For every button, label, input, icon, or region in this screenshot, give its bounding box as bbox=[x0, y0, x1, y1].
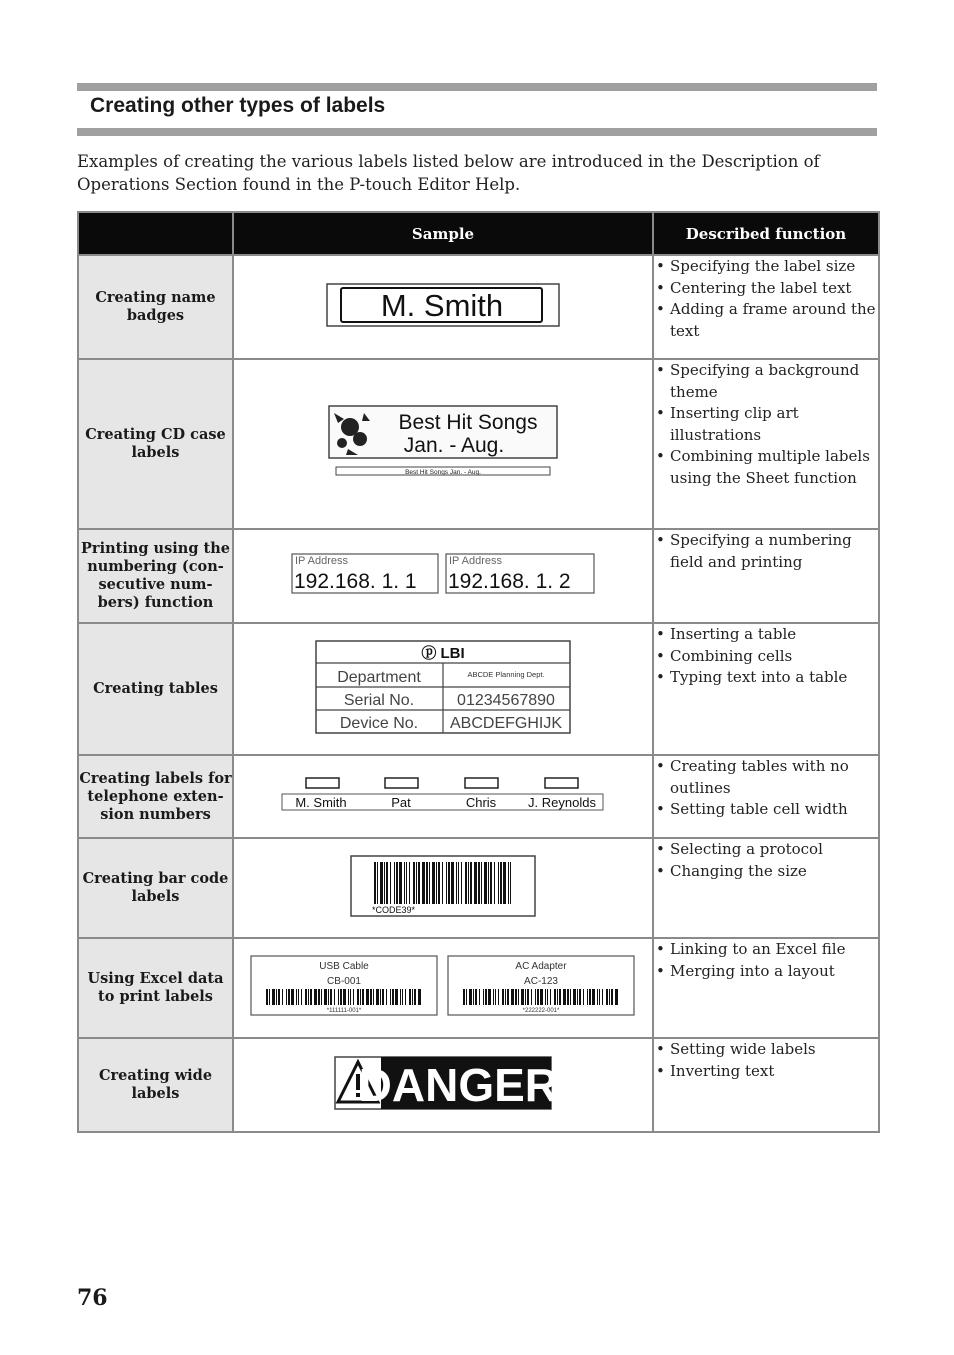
table-row bbox=[78, 1038, 879, 1132]
barcode-bar bbox=[563, 989, 566, 1005]
barcode-bar bbox=[483, 989, 484, 1005]
table-row bbox=[78, 755, 879, 838]
barcode-bar bbox=[357, 989, 359, 1005]
barcode-bar bbox=[395, 989, 398, 1005]
numbering-image bbox=[291, 553, 595, 595]
barcode-bar bbox=[531, 989, 532, 1005]
function-item: • Changing the size bbox=[654, 861, 878, 883]
barcode-bar bbox=[579, 989, 581, 1005]
barcode-bar bbox=[310, 989, 312, 1005]
barcode-bar bbox=[353, 989, 354, 1005]
barcode-bar bbox=[485, 989, 487, 1005]
barcode-bar bbox=[518, 989, 519, 1005]
barcode-bar bbox=[478, 862, 480, 904]
barcode-bar bbox=[498, 862, 499, 904]
function-item: • Typing text into a table bbox=[654, 667, 878, 689]
barcode-bar bbox=[507, 989, 509, 1005]
barcode-bars bbox=[374, 862, 511, 904]
table-cell: Serial No. bbox=[343, 691, 415, 709]
excel-item-name: USB Cable bbox=[319, 960, 369, 972]
sample-name-badge bbox=[233, 255, 653, 359]
function-item: • Setting table cell width bbox=[654, 799, 878, 821]
table-row bbox=[78, 938, 879, 1038]
barcode-bar bbox=[583, 989, 584, 1005]
barcode-bar bbox=[413, 862, 415, 904]
barcode-caption: *CODE39* bbox=[372, 904, 416, 915]
sample-numbering bbox=[233, 529, 653, 623]
sample-wide bbox=[233, 1038, 653, 1132]
function-item: • Combining cells bbox=[654, 646, 878, 668]
barcode-bar bbox=[409, 862, 410, 904]
functions-cell bbox=[653, 255, 879, 359]
barcode-bar bbox=[537, 989, 539, 1005]
title-bar-bottom bbox=[77, 128, 877, 136]
barcode-bar bbox=[340, 989, 342, 1005]
excel-barcode-bars bbox=[266, 989, 421, 1005]
barcode-bar bbox=[330, 989, 332, 1005]
barcode-image bbox=[350, 855, 536, 917]
barcode-bar bbox=[545, 989, 546, 1005]
barcode-bar bbox=[451, 862, 454, 904]
excel-item-code: CB-001 bbox=[327, 975, 361, 987]
barcode-bar bbox=[405, 989, 406, 1005]
barcode-bar bbox=[479, 989, 480, 1005]
name-badge-image bbox=[326, 283, 560, 327]
barcode-bar bbox=[390, 989, 391, 1005]
excel-item-code: AC-123 bbox=[524, 975, 558, 987]
barcode-bar bbox=[498, 989, 499, 1005]
excel-barcode-text: *111111-001* bbox=[326, 1007, 362, 1014]
function-item: • Centering the label text bbox=[654, 278, 878, 300]
cd-title-text: Best Hit Songs bbox=[398, 410, 538, 434]
row-label: Creating CD case labels bbox=[78, 359, 233, 529]
barcode-bar bbox=[418, 862, 420, 904]
barcode-bar bbox=[386, 862, 388, 904]
barcode-bar bbox=[461, 862, 462, 904]
barcode-bar bbox=[587, 989, 588, 1005]
barcode-bar bbox=[399, 862, 402, 904]
barcode-bar bbox=[475, 989, 477, 1005]
sample-table bbox=[233, 623, 653, 755]
excel-barcode-bars bbox=[463, 989, 618, 1005]
barcode-bar bbox=[374, 862, 376, 904]
barcode-bar bbox=[308, 989, 309, 1005]
functions-cell bbox=[653, 623, 879, 755]
barcode-bar bbox=[592, 989, 595, 1005]
sample-cd-case bbox=[233, 359, 653, 529]
functions-cell bbox=[653, 529, 879, 623]
barcode-bar bbox=[511, 989, 514, 1005]
barcode-bar bbox=[266, 989, 268, 1005]
function-item: • Inserting clip art illustrations bbox=[654, 403, 878, 446]
barcode-bar bbox=[412, 989, 413, 1005]
barcode-bar bbox=[481, 862, 482, 904]
cd-date-text: Jan. - Aug. bbox=[403, 433, 505, 457]
barcode-bar bbox=[615, 989, 618, 1005]
cd-case-image bbox=[328, 405, 558, 479]
barcode-bar bbox=[350, 989, 351, 1005]
barcode-bar bbox=[298, 989, 299, 1005]
function-item: • Selecting a protocol bbox=[654, 839, 878, 861]
function-item: • Inserting a table bbox=[654, 624, 878, 646]
barcode-bar bbox=[458, 862, 459, 904]
barcode-bar bbox=[573, 989, 576, 1005]
barcode-bar bbox=[394, 862, 395, 904]
barcode-bar bbox=[463, 989, 465, 1005]
barcode-bar bbox=[318, 989, 320, 1005]
barcode-bar bbox=[400, 989, 401, 1005]
barcode-bar bbox=[488, 862, 489, 904]
row-label: Creating wide labels bbox=[78, 1038, 233, 1132]
sample-excel bbox=[233, 938, 653, 1038]
barcode-bar bbox=[505, 989, 506, 1005]
barcode-bar bbox=[392, 989, 394, 1005]
barcode-bar bbox=[396, 862, 398, 904]
extension-name: Chris bbox=[465, 795, 497, 810]
barcode-bar bbox=[570, 989, 571, 1005]
name-badge-text: M. Smith bbox=[380, 287, 504, 323]
wide-label-text: DANGER! bbox=[358, 1058, 552, 1110]
functions-cell bbox=[653, 755, 879, 838]
row-label: Using Excel data to print labels bbox=[78, 938, 233, 1038]
table-row bbox=[78, 623, 879, 755]
row-label: Creating labels for telephone exten-sion numbers bbox=[78, 755, 233, 838]
barcode-bar bbox=[362, 989, 364, 1005]
barcode-bar bbox=[402, 989, 403, 1005]
excel-image bbox=[250, 955, 636, 1017]
barcode-bar bbox=[508, 862, 509, 904]
barcode-bar bbox=[370, 989, 372, 1005]
barcode-bar bbox=[494, 862, 495, 904]
barcode-bar bbox=[446, 862, 447, 904]
barcode-bar bbox=[438, 862, 440, 904]
barcode-bar bbox=[288, 989, 290, 1005]
intro-paragraph: Examples of creating the various labels listed below are introduced in the Description of Operations Section found in the P-touch Editor Help. bbox=[77, 152, 820, 194]
barcode-bar bbox=[535, 989, 536, 1005]
barcode-bar bbox=[495, 989, 496, 1005]
barcode-bar bbox=[521, 989, 524, 1005]
barcode-bar bbox=[547, 989, 548, 1005]
barcode-bar bbox=[554, 989, 556, 1005]
barcode-bar bbox=[502, 989, 504, 1005]
barcode-bar bbox=[559, 989, 561, 1005]
functions-cell bbox=[653, 938, 879, 1038]
table-cell: ABCDEFGHIJK bbox=[449, 714, 563, 732]
function-item: • Adding a frame around the text bbox=[654, 299, 878, 342]
barcode-bar bbox=[488, 989, 491, 1005]
function-item: • Specifying a background theme bbox=[654, 360, 878, 403]
barcode-bar bbox=[484, 862, 487, 904]
table-sample-image bbox=[315, 640, 571, 734]
barcode-bar bbox=[338, 989, 339, 1005]
row-label: Creating tables bbox=[78, 623, 233, 755]
table-row bbox=[78, 529, 879, 623]
functions-cell bbox=[653, 359, 879, 529]
barcode-bar bbox=[557, 989, 558, 1005]
row-label: Creating name badges bbox=[78, 255, 233, 359]
barcode-bar bbox=[343, 989, 346, 1005]
barcode-bar bbox=[609, 989, 610, 1005]
barcode-bar bbox=[510, 862, 511, 904]
barcode-bar bbox=[376, 989, 379, 1005]
barcode-bar bbox=[473, 989, 474, 1005]
barcode-bar bbox=[334, 989, 335, 1005]
numbering-label-1: 192.168. 1. 1 bbox=[294, 569, 417, 593]
barcode-bar bbox=[527, 989, 529, 1005]
function-item: • Linking to an Excel file bbox=[654, 939, 878, 961]
barcode-bar bbox=[418, 989, 421, 1005]
numbering-caption: IP Address bbox=[295, 554, 348, 567]
functions-cell bbox=[653, 1038, 879, 1132]
barcode-bar bbox=[426, 862, 428, 904]
barcode-bar bbox=[429, 862, 430, 904]
barcode-bar bbox=[416, 862, 417, 904]
header-function: Described function bbox=[653, 212, 879, 255]
barcode-bar bbox=[384, 862, 385, 904]
barcode-bar bbox=[474, 862, 477, 904]
barcode-bar bbox=[296, 989, 297, 1005]
barcode-bar bbox=[422, 862, 425, 904]
extension-name: Pat bbox=[391, 795, 411, 810]
barcode-bar bbox=[515, 989, 517, 1005]
barcode-bar bbox=[409, 989, 411, 1005]
barcode-bar bbox=[386, 989, 387, 1005]
function-item: • Specifying a numbering field and printing bbox=[654, 530, 878, 573]
barcode-bar bbox=[500, 862, 502, 904]
barcode-bar bbox=[301, 989, 302, 1005]
barcode-bar bbox=[469, 989, 472, 1005]
function-item: • Inverting text bbox=[654, 1061, 878, 1083]
title-bar-top bbox=[77, 83, 877, 91]
section-title: Creating other types of labels bbox=[90, 94, 386, 117]
cd-strip-text: Best Hit Songs Jan. - Aug. bbox=[405, 468, 481, 476]
barcode-bar bbox=[490, 862, 492, 904]
function-item: • Combining multiple labels using the Sheet function bbox=[654, 446, 878, 489]
barcode-bar bbox=[525, 989, 526, 1005]
barcode-bar bbox=[276, 989, 277, 1005]
barcode-bar bbox=[406, 862, 407, 904]
barcode-bar bbox=[373, 989, 374, 1005]
row-label: Printing using the numbering (con-secutive num-bers) function bbox=[78, 529, 233, 623]
barcode-bar bbox=[611, 989, 613, 1005]
function-item: • Merging into a layout bbox=[654, 961, 878, 983]
barcode-bar bbox=[286, 989, 287, 1005]
table-logo-text: ⓟ LBI bbox=[421, 644, 465, 662]
barcode-bar bbox=[390, 862, 391, 904]
barcode-bar bbox=[414, 989, 416, 1005]
extension-image bbox=[281, 776, 605, 812]
barcode-bar bbox=[278, 989, 280, 1005]
barcode-bar bbox=[360, 989, 361, 1005]
barcode-bar bbox=[380, 862, 383, 904]
barcode-bar bbox=[377, 862, 378, 904]
barcode-bar bbox=[606, 989, 608, 1005]
extension-name: M. Smith bbox=[295, 795, 347, 810]
barcode-bar bbox=[314, 989, 317, 1005]
table-header-row bbox=[78, 212, 879, 255]
sample-barcode bbox=[233, 838, 653, 938]
function-item: • Specifying the label size bbox=[654, 256, 878, 278]
barcode-bar bbox=[305, 989, 307, 1005]
table-row bbox=[78, 359, 879, 529]
barcode-bar bbox=[282, 989, 283, 1005]
barcode-bar bbox=[577, 989, 578, 1005]
barcode-bar bbox=[540, 989, 543, 1005]
barcode-bar bbox=[468, 862, 469, 904]
table-cell: ABCDE Planning Dept. bbox=[467, 669, 545, 679]
barcode-bar bbox=[465, 862, 467, 904]
numbering-label-2: 192.168. 1. 2 bbox=[448, 569, 571, 593]
numbering-caption: IP Address bbox=[449, 554, 502, 567]
row-label: Creating bar code labels bbox=[78, 838, 233, 938]
barcode-bar bbox=[597, 989, 598, 1005]
barcode-bar bbox=[442, 862, 443, 904]
barcode-bar bbox=[432, 862, 435, 904]
table-cell: Department bbox=[337, 668, 421, 686]
table-cell: Device No. bbox=[339, 714, 419, 732]
barcode-bar bbox=[321, 989, 322, 1005]
header-sample: Sample bbox=[233, 212, 653, 255]
function-item: • Creating tables with no outlines bbox=[654, 756, 878, 799]
barcode-bar bbox=[503, 862, 506, 904]
barcode-bar bbox=[382, 989, 384, 1005]
sample-extension bbox=[233, 755, 653, 838]
extension-name: J. Reynolds bbox=[528, 795, 596, 810]
page-number: 76 bbox=[77, 1285, 108, 1311]
barcode-bar bbox=[436, 862, 437, 904]
table-row bbox=[78, 838, 879, 938]
excel-barcode-text: *222222-001* bbox=[522, 1007, 560, 1014]
excel-item-name: AC Adapter bbox=[515, 960, 567, 972]
barcode-bar bbox=[366, 989, 369, 1005]
barcode-bar bbox=[456, 862, 457, 904]
table-row bbox=[78, 255, 879, 359]
barcode-bar bbox=[466, 989, 467, 1005]
barcode-bar bbox=[550, 989, 551, 1005]
barcode-bar bbox=[602, 989, 603, 1005]
wide-label-image bbox=[334, 1056, 552, 1110]
barcode-bar bbox=[380, 989, 381, 1005]
barcode-bar bbox=[470, 862, 472, 904]
barcode-bar bbox=[448, 862, 450, 904]
barcode-bar bbox=[272, 989, 275, 1005]
barcode-bar bbox=[567, 989, 569, 1005]
functions-cell bbox=[653, 838, 879, 938]
barcode-bar bbox=[324, 989, 327, 1005]
table-cell: 01234567890 bbox=[457, 691, 555, 709]
barcode-bar bbox=[599, 989, 600, 1005]
barcode-bar bbox=[404, 862, 405, 904]
label-types-table bbox=[77, 211, 880, 1133]
function-item: • Setting wide labels bbox=[654, 1039, 878, 1061]
header-blank bbox=[78, 212, 233, 255]
barcode-bar bbox=[348, 989, 349, 1005]
barcode-bar bbox=[291, 989, 294, 1005]
barcode-bar bbox=[493, 989, 494, 1005]
barcode-bar bbox=[269, 989, 270, 1005]
barcode-bar bbox=[328, 989, 329, 1005]
barcode-bar bbox=[589, 989, 591, 1005]
